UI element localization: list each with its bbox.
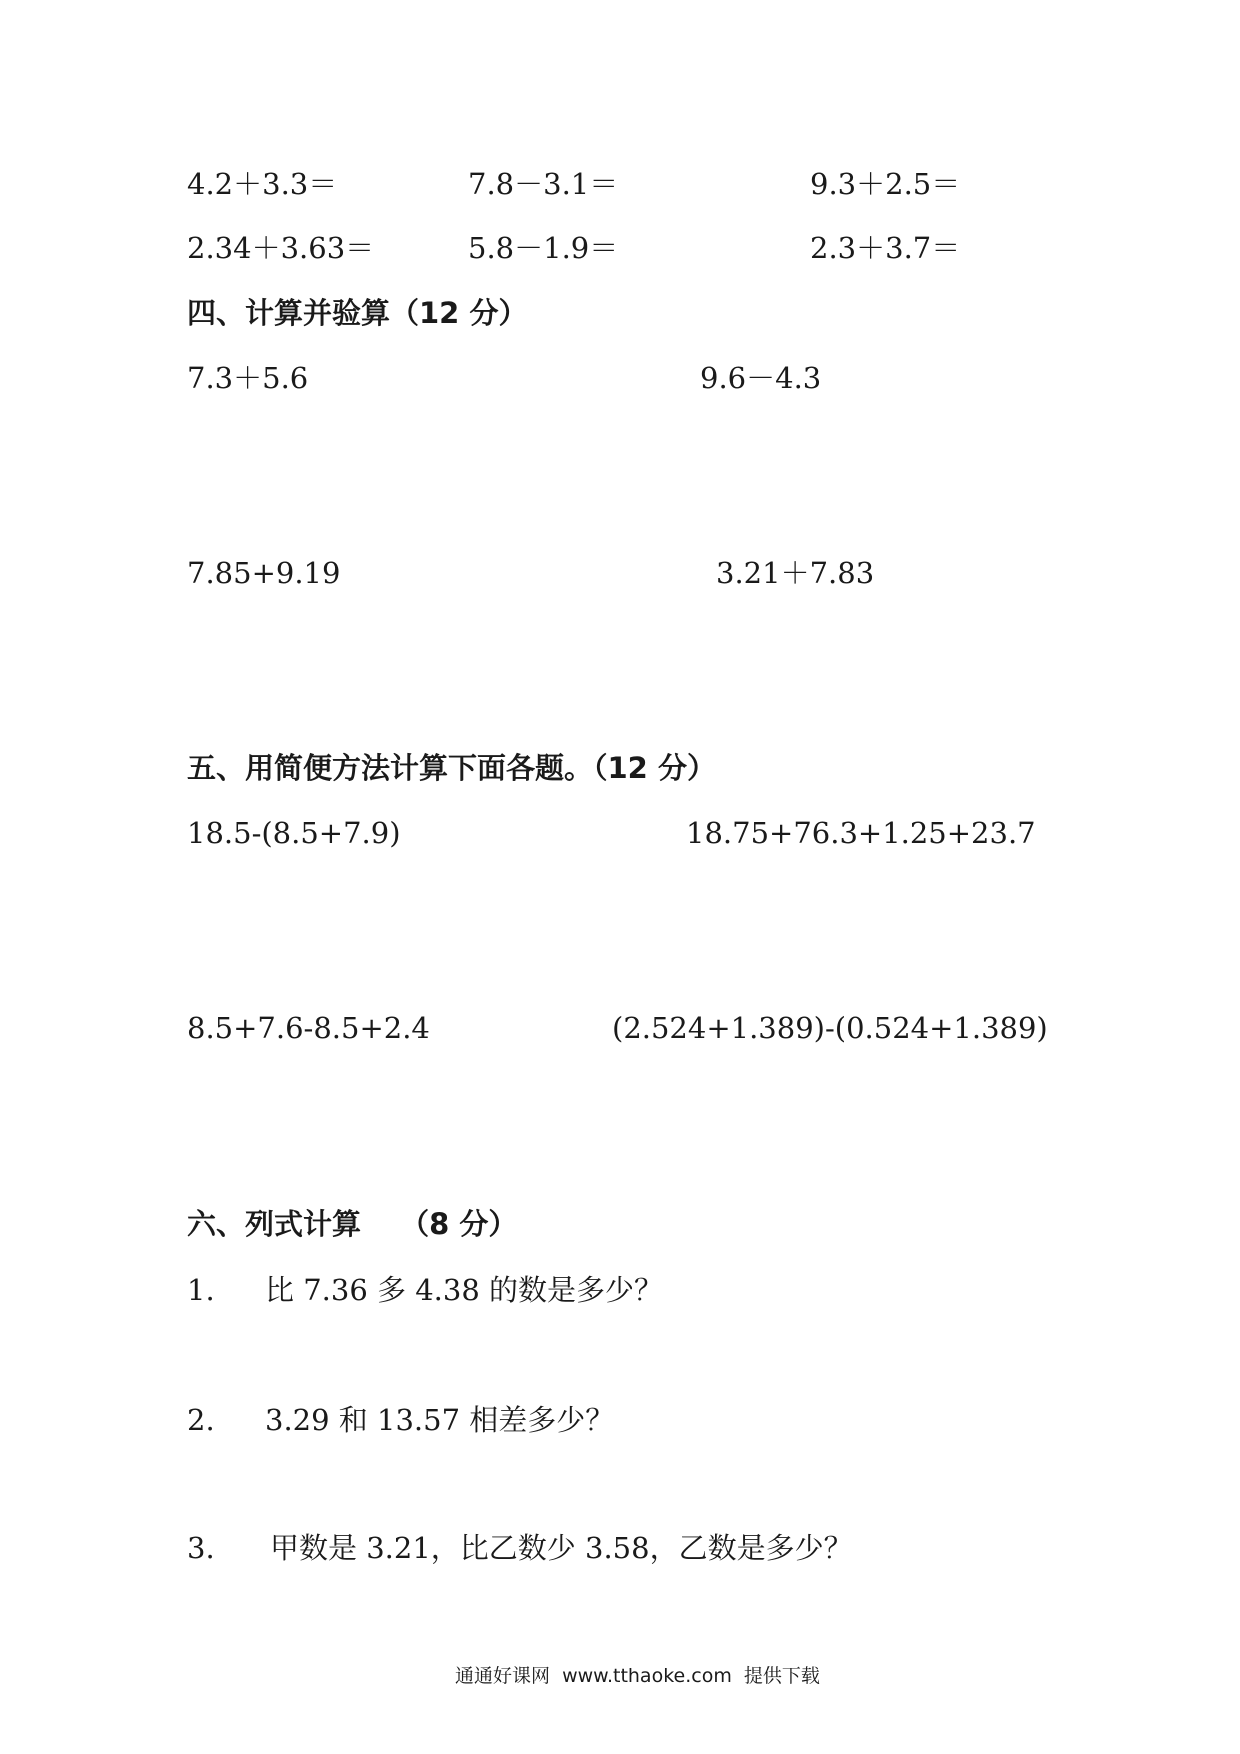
calc-item: 7.8－3.1＝ [468,167,619,201]
section-4-title: 四、计算并验算（12 分） [187,296,528,330]
question-text: 3.29 和 13.57 相差多少？ [265,1403,615,1437]
section-6-title: 六、列式计算 （8 分） [187,1207,518,1241]
question-number: 1. [187,1273,215,1307]
verify-item: 7.85+9.19 [187,556,341,590]
verify-item: 3.21＋7.83 [716,556,875,590]
calc-item: 5.8－1.9＝ [468,231,619,265]
calc-item: 2.34＋3.63＝ [187,231,375,265]
calc-item: 2.3＋3.7＝ [810,231,961,265]
section-5-title: 五、用简便方法计算下面各题。（12 分） [187,751,716,785]
calc-item: 4.2＋3.3＝ [187,167,338,201]
question-number: 2. [187,1403,215,1437]
question-number: 3. [187,1531,215,1565]
verify-item: 7.3＋5.6 [187,361,309,395]
question-text: 甲数是 3.21，比乙数少 3.58，乙数是多少？ [270,1531,853,1565]
footer-source: 通通好课网 www.tthaoke.com 提供下载 [455,1665,820,1687]
calc-item: 9.3＋2.5＝ [810,167,961,201]
simplify-item: 8.5+7.6-8.5+2.4 [187,1011,430,1045]
question-text: 比 7.36 多 4.38 的数是多少？ [265,1273,664,1307]
simplify-item: 18.5-(8.5+7.9) [187,816,401,850]
simplify-item: 18.75+76.3+1.25+23.7 [686,816,1036,850]
verify-item: 9.6－4.3 [700,361,822,395]
simplify-item: (2.524+1.389)-(0.524+1.389) [612,1011,1048,1045]
